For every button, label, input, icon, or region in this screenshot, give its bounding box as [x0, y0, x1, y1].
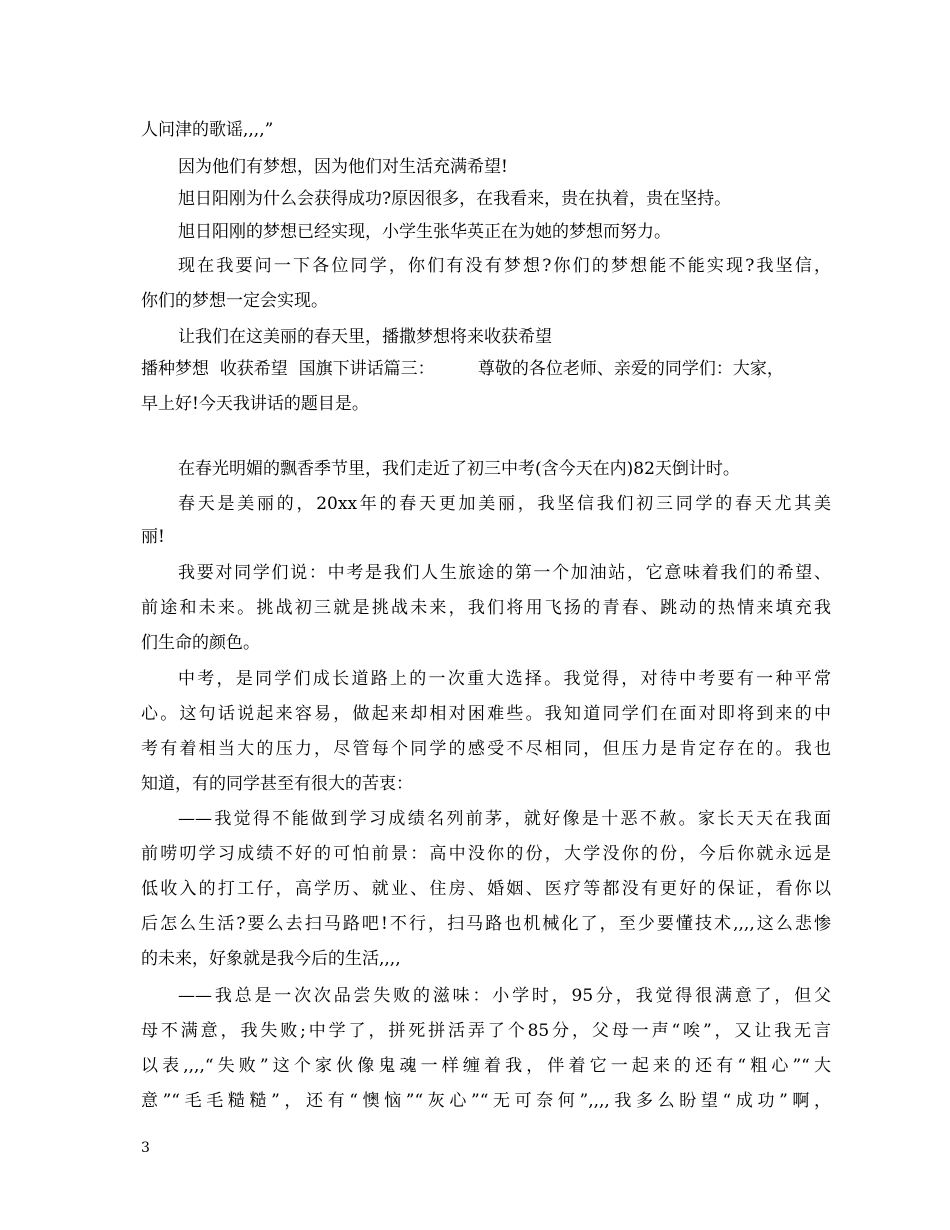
text-line: 春天是美丽的，20xx年的春天更加美丽，我坚信我们初三同学的春天尤其美 — [178, 494, 831, 514]
text-line: 母不满意，我失败;中学了，拼死拼活弄了个85分，父母一声“唉”，又让我无言 — [141, 1021, 831, 1041]
text-line: 人问津的歌谣,,,,” — [141, 120, 274, 140]
text-line: 们生命的颜色。 — [141, 633, 260, 653]
text-line: 中考，是同学们成长道路上的一次重大选择。我觉得，对待中考要有一种平常 — [178, 669, 831, 689]
text-line: 现在我要问一下各位同学，你们有没有梦想?你们的梦想能不能实现?我坚信， — [178, 256, 831, 276]
text-line: 早上好!今天我讲话的题目是。 — [141, 394, 369, 414]
text-line: 的未来，好象就是我今后的生活,,,, — [141, 949, 401, 969]
text-line: 前唠叨学习成绩不好的可怕前景：高中没你的份，大学没你的份，今后你就永远是 — [141, 844, 831, 864]
text-line: 低收入的打工仔，高学历、就业、住房、婚姻、医疗等都没有更好的保证，看你以 — [141, 879, 831, 899]
text-line: 后怎么生活?要么去扫马路吧!不行，扫马路也机械化了，至少要懂技术,,,,这么悲惨 — [141, 914, 831, 934]
page-number: 3 — [141, 1140, 150, 1156]
text-line: 你们的梦想一定会实现。 — [141, 291, 328, 311]
text-line: 考有着相当大的压力，尽管每个同学的感受不尽相同，但压力是肯定存在的。我也 — [141, 739, 831, 759]
text-line: 在春光明媚的飘香季节里，我们走近了初三中考(含今天在内)82天倒计时。 — [178, 459, 740, 479]
text-line: 前途和未来。挑战初三就是挑战未来，我们将用飞扬的青春、跳动的热情来填充我 — [141, 598, 831, 618]
text-line: 知道，有的同学甚至有很大的苦衷： — [141, 774, 413, 794]
text-line: 丽! — [141, 527, 165, 547]
text-line: ——我总是一次次品尝失败的滋味：小学时，95分，我觉得很满意了，但父 — [178, 986, 831, 1006]
text-line: 播种梦想 收获希望 国旗下讲话篇三： 尊敬的各位老师、亲爱的同学们：大家， — [141, 359, 784, 379]
text-line: 意”“毛毛糙糙”，还有“懊恼”“灰心”“无可奈何”,,,,我多么盼望“成功”啊， — [141, 1091, 831, 1111]
text-line: 我要对同学们说：中考是我们人生旅途的第一个加油站，它意味着我们的希望、 — [178, 563, 831, 583]
text-line: 因为他们有梦想，因为他们对生活充满希望! — [178, 157, 508, 177]
text-line: 心。这句话说起来容易，做起来却相对困难些。我知道同学们在面对即将到来的中 — [141, 704, 831, 724]
text-line: 让我们在这美丽的春天里，播撒梦想将来收获希望 — [178, 327, 552, 347]
text-line: ——我觉得不能做到学习成绩名列前茅，就好像是十恶不赦。家长天天在我面 — [178, 809, 831, 829]
text-line: 以表,,,,“失败”这个家伙像鬼魂一样缠着我，伴着它一起来的还有“粗心”“大 — [141, 1056, 831, 1076]
text-line: 旭日阳刚为什么会获得成功?原因很多，在我看来，贵在执着，贵在坚持。 — [178, 189, 732, 209]
text-line: 旭日阳刚的梦想已经实现，小学生张华英正在为她的梦想而努力。 — [178, 222, 671, 242]
